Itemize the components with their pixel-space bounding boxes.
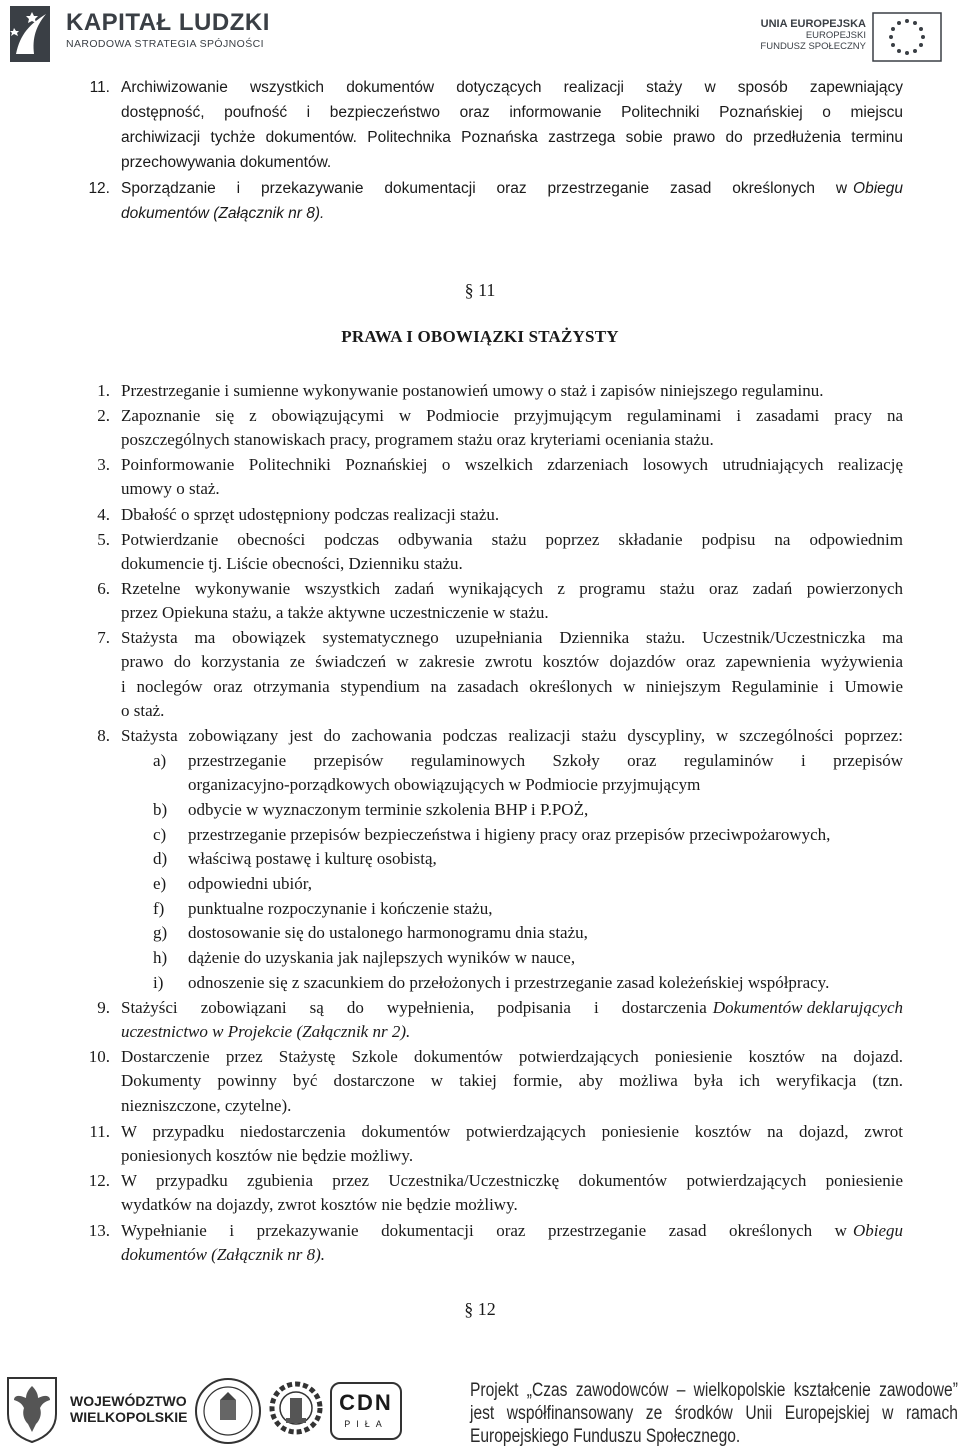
document-reference: uczestnictwo w Projekcie (Załącznik nr 2). <box>121 1022 411 1041</box>
paragraph-line: Dostarczenie przez Stażystę Szkole dokumentów potwierdzających poniesienie kosztów na dojazd. <box>121 1047 903 1066</box>
paragraph-line <box>121 997 903 1019</box>
subitem-letter: a) <box>153 751 167 770</box>
paragraph-line: o staż. <box>121 701 165 720</box>
kapital-ludzki-title: KAPITAŁ LUDZKI <box>66 9 270 36</box>
paragraph-line: odnoszenie się z szacunkiem do przełożonych i przestrzeganie zasad koleżeńskiej współpracy. <box>188 973 830 992</box>
line-text: Wypełnianie i przekazywanie dokumentacji oraz przestrzeganie zasad określonych w <box>121 1221 847 1240</box>
paragraph-line: dążenie do uzyskania jak najlepszych wyników w nauce, <box>188 948 576 967</box>
paragraph-line: dostępność, poufność i bezpieczeństwo oraz informowanie Politechniki Poznańskiej o miejscu <box>121 104 903 121</box>
cdn-logo <box>330 1382 402 1440</box>
paragraph-line: i noclegów oraz otrzymania stypendium na zasadach określonych w niniejszym Regulaminie i Umowie <box>121 677 903 696</box>
project-line: Projekt „Czas zawodowców – wielkopolskie kształcenie zawodowe” <box>470 1380 958 1401</box>
item-number: 7. <box>97 628 110 647</box>
paragraph-line: niezniszczone, czytelne). <box>121 1096 292 1115</box>
item-number: 6. <box>97 579 110 598</box>
subitem-letter: c) <box>153 825 167 844</box>
paragraph-line: przechowywania dokumentów. <box>121 154 332 171</box>
paragraph-line: Stażysta ma obowiązek systematycznego uzupełniania Dziennika stażu. Uczestnik/Uczestniczka ma <box>121 628 903 647</box>
item-number: 2. <box>97 406 110 425</box>
project-line: jest współfinansowany ze środków Unii Europejskiej w ramach <box>470 1403 958 1424</box>
item-number: 12. <box>88 180 110 197</box>
subitem-letter: i) <box>153 973 164 992</box>
paragraph-line: poniesionych kosztów nie będzie możliwy. <box>121 1146 414 1165</box>
paragraph-line: Dokumenty powinny być dostarczone w takiej formie, aby możliwa była ich weryfikacja (tzn. <box>121 1071 903 1090</box>
item-number: 10. <box>88 1047 110 1066</box>
section-title: § 12 <box>464 1299 496 1319</box>
item-number: 12. <box>88 1171 110 1190</box>
ue-line-3: FUNDUSZ SPOŁECZNY <box>760 41 866 52</box>
paragraph-line: przestrzeganie przepisów bezpieczeństwa i higieny pracy oraz przepisów przeciwpożarowych, <box>188 825 831 844</box>
item-number: 4. <box>97 505 110 524</box>
paragraph-line: W przypadku niedostarczenia dokumentów potwierdzających poniesienie kosztów na dojazd, zwrot <box>121 1122 903 1141</box>
eagle-coat-of-arms-icon <box>4 1374 60 1444</box>
paragraph-line: archiwizacji tychże dokumentów. Politechnika Poznańska zastrzega sobie prawo do przedłużenia terminu <box>121 129 903 146</box>
line-text: Sporządzanie i przekazywanie dokumentacji oraz przestrzeganie zasad określonych w <box>121 180 848 197</box>
school-seal-icon <box>193 1376 263 1446</box>
subitem-letter: h) <box>153 948 168 967</box>
item-number: 1. <box>97 381 110 400</box>
kapital-ludzki-subtitle: NARODOWA STRATEGIA SPÓJNOŚCI <box>66 38 264 50</box>
item-number: 13. <box>88 1221 110 1240</box>
kapital-ludzki-wordmark <box>66 10 270 50</box>
region-line-1: WOJEWÓDZTWO <box>70 1393 187 1409</box>
page-footer <box>0 1370 960 1449</box>
cdn-sublabel: PIŁA <box>344 1419 388 1429</box>
paragraph-line: Stażysta zobowiązany jest do zachowania podczas realizacji stażu dyscypliny, w szczególności poprzez: <box>121 726 903 745</box>
paragraph-line: Rzetelne wykonywanie wszystkich zadań wynikających z programu stażu oraz zadań powierzonych <box>121 579 903 598</box>
ue-line-2: EUROPEJSKI <box>805 30 866 41</box>
paragraph-line: przestrzeganie przepisów regulaminowych Szkoły oraz regulaminów i przepisów <box>188 751 903 770</box>
item-number: 11. <box>89 1122 110 1141</box>
kapital-ludzki-logo <box>6 4 56 66</box>
paragraph-line <box>121 1220 903 1242</box>
paragraph-line: wydatków na dojazdy, zwrot kosztów nie będzie możliwy. <box>121 1195 518 1214</box>
section-title: § 11 <box>464 280 496 300</box>
subitem-letter: g) <box>153 923 168 942</box>
item-number: 9. <box>97 998 110 1017</box>
subitem-letter: b) <box>153 800 168 819</box>
paragraph-line: prawo do korzystania ze świadczeń w zakresie zwrotu kosztów dojazdów oraz zapewnienia wyżywienia <box>121 652 903 671</box>
paragraph-line: Dbałość o sprzęt udostępniony podczas realizacji stażu. <box>121 505 500 524</box>
subitem-letter: f) <box>153 899 165 918</box>
region-name <box>70 1393 187 1425</box>
cdn-label: CDN <box>339 1390 393 1415</box>
paragraph-line: punktualne rozpoczynanie i kończenie stażu, <box>188 899 493 918</box>
gear-tower-emblem-icon <box>268 1376 324 1446</box>
paragraph-line: umowy o staż. <box>121 479 220 498</box>
paragraph-line: właściwą postawę i kulturę osobistą, <box>188 849 437 868</box>
project-line: Europejskiego Funduszu Społecznego. <box>470 1426 741 1447</box>
document-reference: dokumentów (Załącznik nr 8). <box>121 1245 325 1264</box>
item-number: 3. <box>97 455 110 474</box>
document-reference: Dokumentów deklarujących <box>712 998 903 1017</box>
item-number: 8. <box>97 726 110 745</box>
paragraph-line: poszczególnych stanowiskach pracy, programem stażu oraz kryteriami oceniania stażu. <box>121 430 714 449</box>
region-line-2: WIELKOPOLSKIE <box>70 1409 188 1425</box>
section-heading: PRAWA I OBOWIĄZKI STAŻYSTY <box>341 327 619 346</box>
paragraph-line: Archiwizowanie wszystkich dokumentów dotyczących realizacji staży w sposób zapewniający <box>121 79 903 96</box>
paragraph-line: odpowiedni ubiór, <box>188 874 312 893</box>
document-reference: Obiegu <box>853 180 903 197</box>
paragraph-line: Przestrzeganie i sumienne wykonywanie postanowień umowy o staż i zapisów niniejszego regulaminu. <box>121 381 824 400</box>
project-note <box>470 1379 958 1448</box>
paragraph-line <box>121 178 903 200</box>
paragraph-line: dostosowanie się do ustalonego harmonogramu dnia stażu, <box>188 923 588 942</box>
paragraph-line: Poinformowanie Politechniki Poznańskiej o wszelkich zdarzeniach losowych utrudniających realizację <box>121 455 903 474</box>
eu-flag-icon <box>872 12 942 62</box>
item-number: 11. <box>89 79 110 96</box>
paragraph-line: W przypadku zgubienia przez Uczestnika/Uczestniczkę dokumentów potwierdzających poniesienie <box>121 1171 903 1190</box>
document-reference: dokumentów (Załącznik nr 8). <box>121 205 325 222</box>
paragraph-line: przez Opiekuna stażu, a także aktywne uczestniczenie w stażu. <box>121 603 549 622</box>
paragraph-line: Potwierdzanie obecności podczas odbywania stażu poprzez składanie podpisu na odpowiednim <box>121 530 903 549</box>
paragraph-line: dokumencie tj. Liście obecności, Dzienniku stażu. <box>121 554 463 573</box>
subitem-letter: e) <box>153 874 167 893</box>
paragraph-line: organizacyjno-porządkowych obowiązujących w Podmiocie przyjmującym <box>188 775 701 794</box>
line-text: Stażyści zobowiązani są do wypełnienia, podpisania i dostarczenia <box>121 998 707 1017</box>
ue-wordmark <box>760 19 866 52</box>
page-header <box>0 0 960 75</box>
document-reference: Obiegu <box>852 1221 903 1240</box>
ue-line-1: UNIA EUROPEJSKA <box>760 18 866 30</box>
paragraph-line: Zapoznanie się z obowiązującymi w Podmiocie przyjmującym regulaminami i zasadami pracy na <box>121 406 903 425</box>
paragraph-line: odbycie w wyznaczonym terminie szkolenia BHP i P.POŻ, <box>188 800 589 819</box>
subitem-letter: d) <box>153 849 168 868</box>
item-number: 5. <box>97 530 110 549</box>
